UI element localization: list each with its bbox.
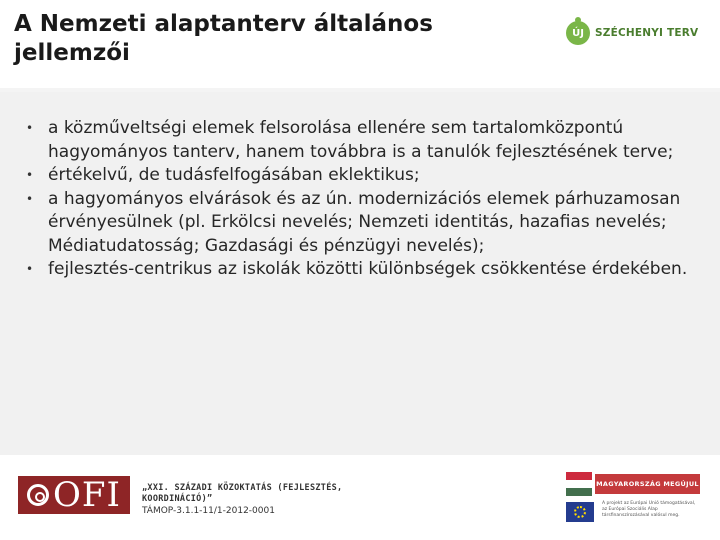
bullet-item [22,164,702,188]
bullet-text: fejlesztés-centrikus az iskolák közötti különbségek csökkentése érdekében. [48,259,688,279]
ofi-emblem-icon [27,484,49,506]
slide-content [0,92,720,455]
slide-title: A Nemzeti alaptanterv általános jellemzői [14,11,433,66]
bullet-dot-icon: • [26,121,34,135]
eu-flag-icon [566,502,594,522]
bullet-dot-icon: • [26,168,34,182]
bullet-dot-icon: • [26,262,34,276]
bullet-list [22,117,702,282]
eu-support-text: A projekt az Európai Unió támogatásával, az Európai Szociális Alap társfinanszírozásával valósul meg. [602,501,696,519]
slide-header [0,0,720,88]
bullet-text: a hagyományos elvárások és az ún. modernizációs elemek párhuzamosan érvényesülnek (pl. Erkölcsi nevelés; Nemzeti identitás, hazafias nevelés; Médiatudatosság; Gazdasági és pénzügyi nevelés); [48,188,681,256]
ofi-logo [18,476,130,514]
ofi-logo-text: OFI [53,475,121,515]
bullet-text: értékelvű, de tudásfelfogásában eklektikus; [48,165,420,185]
bullet-item [22,258,702,282]
szechenyi-badge-icon: ÚJ [566,21,590,45]
project-title: „XXI. SZÁZADI KÖZOKTATÁS (FEJLESZTÉS, KOORDINÁCIÓ)” [142,483,343,504]
szechenyi-logo-text: SZÉCHENYI TERV [595,27,699,39]
eu-support-logos [566,472,700,528]
bullet-text: a közműveltségi elemek felsorolása ellenére sem tartalomközpontú hagyományos tanterv, hanem továbbra is a tanulók fejlesztésének terve; [48,118,674,162]
bullet-item [22,188,702,259]
szechenyi-terv-logo [566,18,698,48]
hungarian-flag-icon [566,472,592,496]
eu-stars-icon [574,506,586,518]
project-code: TÁMOP-3.1.1-11/1-2012-0001 [142,506,275,516]
slide-footer [0,455,720,540]
bullet-dot-icon: • [26,191,34,206]
project-caption [142,483,382,517]
bullet-item [22,117,702,164]
magyarorszag-megujul-banner: MAGYARORSZÁG MEGÚJUL [595,474,700,494]
